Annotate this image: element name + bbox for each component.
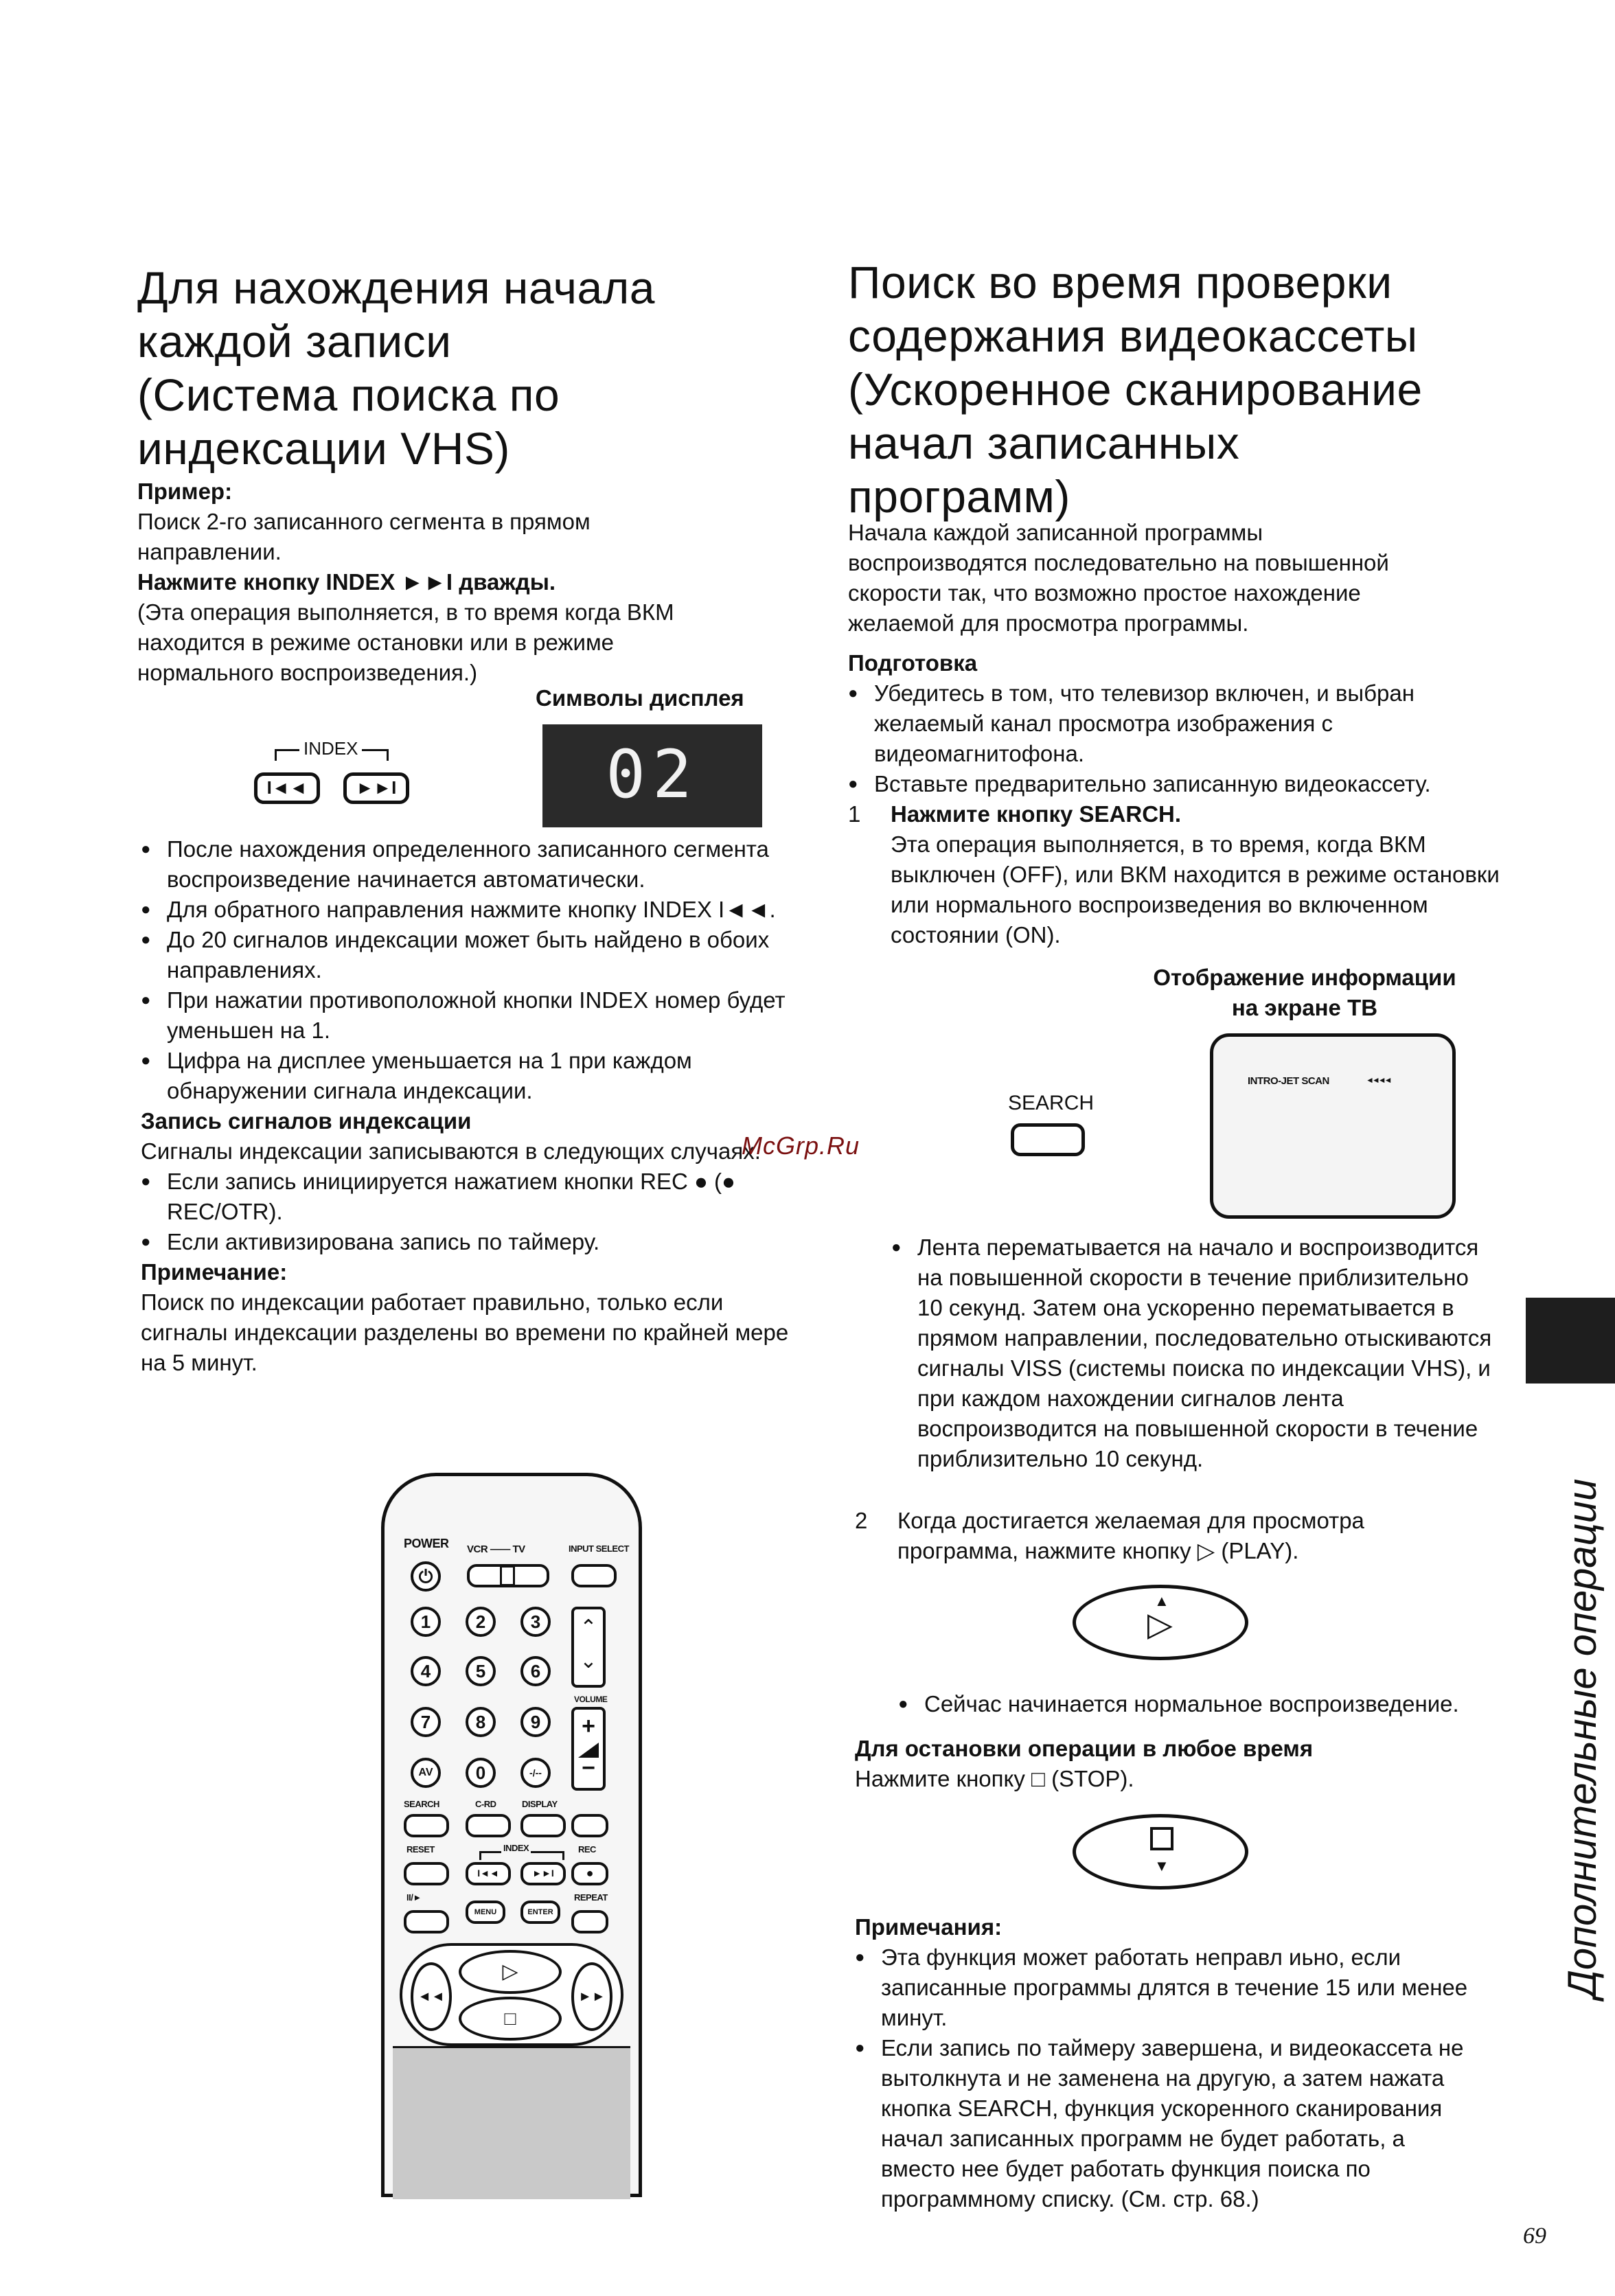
list-item: ● Цифра на дисплее уменьшается на 1 при каждом обнаружении сигнала индексации. (141, 1046, 793, 1106)
remote-blank-button[interactable] (571, 1814, 608, 1837)
tv-screen (1210, 1033, 1456, 1219)
remote-rewind-button[interactable]: ◄◄ (411, 1962, 452, 2031)
search-button-label: SEARCH (1008, 1092, 1095, 1114)
reset-label: RESET (406, 1844, 435, 1855)
record-heading: Запись сигналов индексации (141, 1108, 472, 1134)
stop-text: Нажмите кнопку □ (STOP). (855, 1766, 1134, 1791)
left-bullets (141, 834, 793, 1378)
list-item: ● До 20 сигналов индексации может быть найдено в обоих направлениях. (141, 925, 793, 985)
remote-input-select-label: INPUT SELECT (569, 1543, 629, 1554)
chevron-down-icon: ⌄ (580, 1650, 597, 1673)
digit-9-button[interactable]: 9 (520, 1707, 551, 1737)
note-heading: Примечание: (141, 1259, 288, 1285)
right-intro: Начала каждой записанной программы воспроизводятся последовательно на повышенной скорости так, что возможно простое нахождение желаемой для просмотра программы. (848, 520, 1389, 636)
remote-enter-button[interactable] (520, 1901, 560, 1924)
remote-crd-button[interactable] (466, 1814, 511, 1837)
digit-0-button[interactable]: 0 (466, 1758, 496, 1788)
repeat-label: REPEAT (574, 1892, 608, 1903)
index-label: INDEX (299, 738, 362, 759)
play-note (898, 1689, 1516, 1719)
index-buttons-figure (254, 738, 419, 814)
power-button[interactable]: ⏻ (411, 1561, 441, 1592)
list-item: ● Если активизирована запись по таймеру. (141, 1227, 793, 1257)
stop-button[interactable] (1073, 1814, 1248, 1890)
prep-heading: Подготовка (848, 650, 978, 676)
list-item: ● Вставьте предварительно записанную видеокассету. (848, 769, 1507, 799)
example-heading: Пример: (137, 479, 233, 504)
menu-label: MENU (474, 1908, 497, 1916)
digit-3-button[interactable]: 3 (520, 1607, 551, 1637)
minus-icon: − (582, 1755, 595, 1781)
list-item: ● Эта функция может работать неправл иьно, если записанные программы длятся в течение 15 или менее минут. (855, 1942, 1500, 2033)
digit-1-button[interactable]: 1 (411, 1607, 441, 1637)
digit-6-button[interactable]: 6 (520, 1656, 551, 1686)
rec-label: REC (578, 1844, 596, 1855)
search-label: SEARCH (404, 1799, 439, 1809)
enter-label: ENTER (527, 1908, 553, 1916)
play-icon: ▷ (1147, 1607, 1173, 1643)
arrow-down-icon: ▼ (1154, 1857, 1169, 1874)
digit-7-button[interactable]: 7 (411, 1707, 441, 1737)
remote-play-button[interactable]: ▷ (459, 1950, 562, 1994)
list-item: ● Если запись инициируется нажатием кнопки REC ● (● REC/OTR). (141, 1167, 793, 1227)
watermark: McGrp.Ru (742, 1132, 860, 1160)
list-item: ● Убедитесь в том, что телевизор включен, и выбран желаемый канал просмотра изображения с видеомагнитофона. (848, 678, 1507, 769)
remote-pause-button[interactable] (404, 1910, 449, 1933)
page-number: 69 (1523, 2223, 1546, 2249)
av-button[interactable]: AV (411, 1758, 441, 1788)
remote-search-button[interactable] (404, 1814, 449, 1837)
remote-display-button[interactable] (520, 1814, 566, 1837)
remote-ff-button[interactable]: ►► (571, 1962, 612, 2031)
list-item: ● Если запись по таймеру завершена, и видеокассета не вытолкнута и не заменена на другую, а затем нажата кнопка SEARCH, функция ускоренного сканирования начал записанных программ не будет работать, а вместо нее будет работать функция поиска по программному списку. (См. стр. 68.) (855, 2033, 1500, 2214)
plus-icon: + (582, 1713, 595, 1739)
stop-section (855, 1734, 1473, 1794)
remote-stop-button[interactable]: □ (459, 1997, 562, 2041)
step-1-title: Нажмите кнопку SEARCH. (891, 801, 1182, 827)
crd-label: C-RD (475, 1799, 496, 1809)
remote-menu-button[interactable] (466, 1901, 505, 1924)
channel-rocker[interactable] (571, 1607, 606, 1688)
list-item: ● Для обратного направления нажмите кнопку INDEX I◄◄. (141, 895, 793, 925)
dash-button[interactable]: -/-- (520, 1758, 551, 1788)
record-text: Сигналы индексации записываются в следующих случаях. (141, 1138, 761, 1164)
display-symbols-label: Символы дисплея (536, 685, 744, 711)
left-title: Для нахождения начала каждой записи (Система поиска по индексации VHS) (137, 262, 655, 474)
left-column (137, 261, 810, 688)
index-forward-button[interactable]: ►►I (343, 772, 409, 804)
list-item: ● Лента перематывается на начало и воспроизводится на повышенной скорости в течение приблизительно 10 секунд. Затем она ускоренно перематывается в прямом направлении, последовательно отыскиваются сигналы VISS (системы поиска по индексации VHS), и при каждом нахождении сигналов лента воспроизводится на повышенной скорости в течение приблизительно 10 секунд. (891, 1232, 1496, 1474)
list-item: ● При нажатии противоположной кнопки INDEX номер будет уменьшен на 1. (141, 985, 793, 1046)
rewind-note (891, 1232, 1496, 1474)
display-panel (542, 724, 762, 827)
remote-vcr-tv-label: VCR —— TV (467, 1543, 525, 1555)
index-rewind-button[interactable]: I◄◄ (254, 772, 320, 804)
right-column (848, 255, 1507, 950)
digit-8-button[interactable]: 8 (466, 1707, 496, 1737)
notes-section (855, 1912, 1500, 2214)
list-item: ● Сейчас начинается нормальное воспроизведение. (898, 1689, 1516, 1719)
tv-display-label: Отображение информации на экране ТВ (1153, 965, 1456, 1020)
note-text: Поиск по индексации работает правильно, только если сигналы индексации разделены во времени по крайней мере на 5 минут. (141, 1289, 789, 1375)
remote-rec-button[interactable]: ● (571, 1862, 608, 1885)
stop-icon (1150, 1827, 1173, 1850)
list-item: ● После нахождения определенного записанного сегмента воспроизведение начинается автоматически. (141, 834, 793, 895)
digit-2-button[interactable]: 2 (466, 1607, 496, 1637)
digit-4-button[interactable]: 4 (411, 1656, 441, 1686)
example-text: Поиск 2-го записанного сегмента в прямом направлении. Нажмите кнопку INDEX ►►I дважды. (Эта операция выполняется, в то время когда ВКМ находится в режиме остановки или в режиме нормального воспроизведения.) (137, 509, 674, 685)
digit-5-button[interactable]: 5 (466, 1656, 496, 1686)
step-2 (855, 1506, 1515, 1566)
prep-list (848, 678, 1507, 799)
remote-repeat-button[interactable] (571, 1910, 608, 1933)
stop-heading: Для остановки операции в любое время (855, 1736, 1314, 1761)
remote-bottom-panel (393, 2046, 630, 2199)
right-title: Поиск во время проверки содержания видеокассеты (Ускоренное сканирование начал записанных программ) (848, 257, 1423, 522)
volume-label: VOLUME (574, 1695, 608, 1704)
pause-label: II/► (406, 1892, 422, 1903)
tv-screen-arrows: ◄◄◄◄ (1366, 1075, 1390, 1085)
arrow-up-icon: ▲ (1154, 1592, 1169, 1609)
remote-control (381, 1473, 642, 2197)
play-button[interactable] (1073, 1585, 1248, 1660)
display-label: DISPLAY (522, 1799, 558, 1809)
search-button[interactable] (1011, 1123, 1085, 1156)
step-1-number: 1 (848, 801, 861, 827)
remote-index-ff-button[interactable]: ►►I (520, 1862, 566, 1885)
chevron-up-icon: ⌃ (580, 1616, 597, 1639)
remote-index-rew-button[interactable]: I◄◄ (466, 1862, 511, 1885)
step-1 (848, 799, 1507, 950)
remote-power-label: POWER (404, 1537, 449, 1550)
step-2-text: Когда достигается желаемая для просмотра программа, нажмите кнопку ▷ (PLAY). (897, 1508, 1364, 1563)
input-select-button[interactable] (571, 1564, 617, 1587)
notes-heading: Примечания: (855, 1914, 1003, 1940)
tv-screen-text: INTRO-JET SCAN (1248, 1075, 1329, 1087)
remote-index-label: INDEX (501, 1843, 531, 1853)
volume-rocker[interactable] (571, 1707, 606, 1791)
step-2-number: 2 (855, 1508, 868, 1533)
side-tab-marker (1526, 1298, 1615, 1384)
remote-reset-button[interactable] (404, 1862, 449, 1885)
vcr-tv-switch-knob (500, 1565, 515, 1586)
step-1-text: Эта операция выполняется, в то время, когда ВКМ выключен (OFF), или ВКМ находится в режиме остановки или нормального воспроизведения во включенном состоянии (ON). (891, 831, 1500, 948)
display-value: 02 (606, 736, 699, 813)
